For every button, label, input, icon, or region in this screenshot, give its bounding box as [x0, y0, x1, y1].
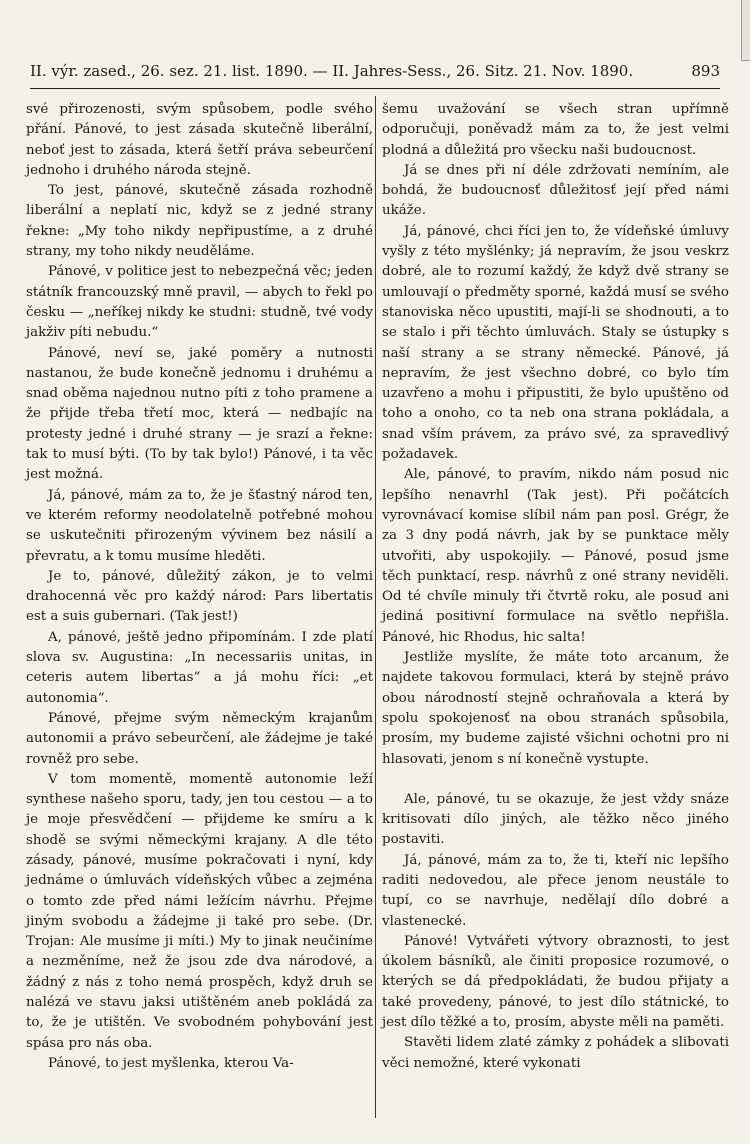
- header-rule: [30, 88, 720, 89]
- paragraph: To jest, pánové, skutečně zásada rozhodně liberální a neplatí nic, když se z jedné strany řekne: „My toho nikdy nepřipustíme, a z druhé strany, my toho nikdy neuděláme.: [26, 183, 373, 260]
- paragraph: Ale, pánové, tu se okazuje, že jest vždy snáze kritisovati dílo jiných, ale těžko něco jiného postaviti.: [382, 791, 729, 848]
- paragraph: Ale, pánové, to pravím, nikdo nám posud nic lepšího nenavrhl (Tak jest). Při počátcích vyrovnávací komise slíbil nám pan posl. Grégr, že za 3 dny podá návrh, jak by se punktace měly utvořiti, aby uspokojily. — Pánové, posud jsme těch punktací, resp. návrhů z oné strany neviděli. Od té chvíle minuly tři čtvrtě roku, ale posud ani jediná positivní formulace na světlo nepřišla. Pánové, hic Rhodus, hic salta!: [382, 467, 729, 645]
- paragraph: A, pánové, ještě jedno připomínám. I zde platí slova sv. Augustina: „In necessariis unitas, in ceteris autem libertas“ a já mohu říci: „et autonomia“.: [26, 629, 373, 706]
- column-divider: [375, 96, 376, 1118]
- paragraph: Pánové, neví se, jaké poměry a nutnosti nastanou, že bude konečně jednomu i druhému a snad oběma najednou nutno píti z toho pramene a že přijde třeba třetí moc, která — nedbajíc na protesty jedné i druhé strany — je srazí a řekne: tak to musí býti. (To by tak bylo!) Pánové, i ta věc jest možná.: [26, 345, 373, 483]
- paragraph: Já, pánové, mám za to, že je šťastný národ ten, ve kterém reformy neodolatelně potřebné mohou se uskutečniti přirozeným vývinem bez násilí a převratu, a k tomu musíme hleděti.: [26, 487, 373, 564]
- paragraph: Já, pánové, chci říci jen to, že vídeňské úmluvy vyšly z této myšlénky; já nepravím, že jsou veskrz dobré, ale to rozumí každý, že když dvě strany se umlouvají o předměty sporné, každá musí se svého stanoviska něco upustiti, mají-li se shodnouti, a to se stalo i při těchto úmluvách. Staly se ústupky s naší strany a se strany německé. Pánové, já nepravím, že jest všechno dobré, co bylo tím uzavřeno a mohu i připustiti, že bylo upuštěno od toho a onoho, co ta neb ona strana pokládala, a snad vším právem, za právo své, za spravedlivý požadavek.: [382, 223, 729, 463]
- right-column: [382, 100, 729, 1074]
- header-session-info: II. výr. zased., 26. sez. 21. list. 1890. — II. Jahres-Sess., 26. Sitz. 21. Nov. 1890.: [30, 62, 634, 80]
- paragraph: Pánové! Vytvářeti výtvory obraznosti, to jest úkolem básníků, ale činiti proposice rozumové, o kterých se dá předpokládati, že budou přijaty a také provedeny, pánové, to jest dílo státnické, to jest dílo těžké a to, prosím, abyste měli na paměti.: [382, 933, 729, 1031]
- running-header: [30, 60, 720, 84]
- paragraph: Já, pánové, mám za to, že ti, kteří nic lepšího raditi nedovedou, ale přece jenom neustále to tupí, co se navrhuje, nedělají dílo dobré a vlastenecké.: [382, 852, 729, 929]
- paragraph: Jestliže myslíte, že máte toto arcanum, že najdete takovou formulaci, která by stejně právo obou národností stejně ochraňovala a která by spolu spokojenosť na obou stranách spůsobila, prosím, my budeme zajisté všichni ochotni pro ni hlasovati, jenom s ní konečně vystupte.: [382, 650, 729, 767]
- page-edge-mark: [741, 0, 750, 61]
- page-number: 893: [691, 62, 720, 80]
- paragraph: Pánové, v politice jest to nebezpečná věc; jeden státník francouzský mně pravil, — abych to řekl po česku — „neříkej nikdy ke studni: studně, tvé vody jakživ píti nebudu.“: [26, 264, 373, 341]
- paragraph: své přirozenosti, svým spůsobem, podle svého přání. Pánové, to jest zásada skutečně liberální, neboť jest to zásada, která šetří práva sebeurčení jednoho i druhého národa stejně.: [26, 102, 373, 178]
- paragraph: Stavěti lidem zlaté zámky z pohádek a slibovati věci nemožné, které vykonati: [382, 1035, 729, 1071]
- left-column: [26, 100, 373, 1074]
- paragraph: Je to, pánové, důležitý zákon, je to velmi drahocenná věc pro každý národ: Pars libertatis est a suis gubernari. (Tak jest!): [26, 568, 373, 625]
- paragraph: šemu uvažování se všech stran upřímně odporučuji, poněvadž mám za to, že jest velmi plodná a důležitá pro všecku naši budoucnost.: [382, 102, 729, 158]
- paragraph: Pánové, to jest myšlenka, kterou Va-: [48, 1055, 294, 1071]
- paragraph: V tom momentě, momentě autonomie leží synthese našeho sporu, tady, jen tou cestou — a to je moje přesvědčení — přijdeme ke smíru a k shodě se svými německými krajany. A dle této zásady, pánové, musíme pokračovati i nyní, kdy jednáme o úmluvách vídeňských vůbec a zejména o tomto zde před námi ležícím návrhu. Přejme jiným svobodu a žádejme ji také pro sebe. (Dr. Trojan: Ale musíme ji míti.) My to jinak neučiníme a nezměníme, než že jsou zde dva národové, a žádný z nás z toho nemá prospěch, když druh se nalézá ve stavu jaksi utištěném aneb pokládá za to, že je utištěn. Ve svobodném pohybování jest spása pro nás oba.: [26, 771, 373, 1051]
- paragraph: Já se dnes při ní déle zdržovati nemíním, ale bohdá, že budoucnosť důležitosť její před námi ukáže.: [382, 162, 729, 219]
- paragraph: Pánové, přejme svým německým krajanům autonomii a právo sebeurčení, ale žádejme je také rovněž pro sebe.: [26, 710, 373, 767]
